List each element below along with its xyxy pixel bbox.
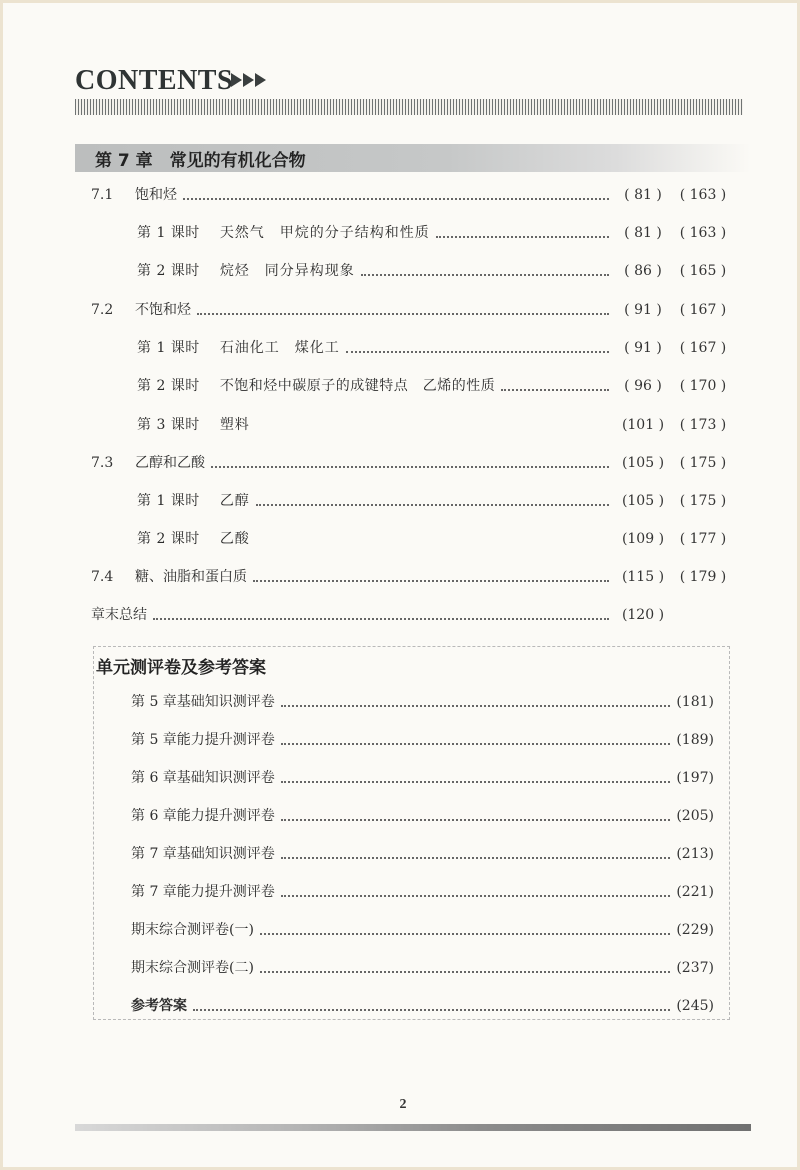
chapter-banner [75,144,751,172]
page-ref: (213) [676,846,714,862]
test-title: 第 7 章能力提升测评卷 [131,884,275,900]
page-ref-answer: ( 179 ) [679,569,727,585]
page-ref-answer: ( 163 ) [679,225,727,241]
dot-leader [197,313,609,315]
page-ref-answer: ( 175 ) [679,493,727,509]
dot-leader [346,351,609,353]
page-ref-answer: ( 177 ) [679,531,727,547]
dot-leader [281,705,671,707]
page-ref: (245) [676,998,714,1014]
page-ref-text: ( 91 ) [624,340,662,356]
unit-test-item[interactable] [131,844,714,864]
test-title: 第 6 章能力提升测评卷 [131,808,275,824]
lesson-number: 第 2 课时 [137,263,200,279]
lesson-title: 塑料 [219,417,250,433]
dot-leader [281,895,671,897]
test-title: 期末综合测评卷(二) [131,960,254,976]
page-ref-answer: ( 173 ) [679,417,727,433]
dot-leader [436,236,609,238]
page-ref-text: ( 91 ) [624,302,662,318]
unit-test-item[interactable] [131,768,714,788]
contents-title: CONTENTS [75,65,234,96]
section-number: 7.4 [91,569,114,585]
unit-tests-title: 单元测评卷及参考答案 [96,658,266,678]
test-title: 第 6 章基础知识测评卷 [131,770,275,786]
unit-test-item[interactable] [131,882,714,902]
section-title: 糖、油脂和蛋白质 [135,569,247,585]
hatch-divider [75,99,743,115]
contents-header [75,65,743,121]
test-title: 第 5 章基础知识测评卷 [131,694,275,710]
dot-leader [211,466,609,468]
toc-lesson[interactable] [137,261,735,281]
page-ref-text: (109 ) [621,531,665,547]
test-title: 期末综合测评卷(一) [131,922,254,938]
page-ref: (197) [676,770,714,786]
page-ref-text: ( 81 ) [624,225,662,241]
toc-section-7-4[interactable] [91,567,735,587]
test-title: 第 7 章基础知识测评卷 [131,846,275,862]
test-title: 参考答案 [131,998,187,1014]
toc-lesson[interactable] [137,529,735,549]
page-ref-text: (105 ) [621,493,665,509]
unit-test-item[interactable] [131,996,714,1016]
lesson-number: 第 2 课时 [137,531,200,547]
lesson-number: 第 1 课时 [137,225,200,241]
dot-leader [153,618,609,620]
lesson-title: 烷烃 同分异构现象 [219,263,355,279]
dot-leader [260,933,670,935]
unit-tests-box [93,646,730,1020]
page-number: 2 [399,1097,407,1112]
dot-leader [256,504,609,506]
arrow-icon [231,73,242,87]
toc-lesson[interactable] [137,338,735,358]
chapter-title: 第 7 章 常见的有机化合物 [95,151,306,171]
dot-leader [501,389,609,391]
dot-leader [256,542,609,544]
page-ref: (181) [676,694,714,710]
page-ref-text: (101 ) [621,417,665,433]
unit-test-item[interactable] [131,806,714,826]
lesson-number: 第 2 课时 [137,378,200,394]
lesson-number: 第 1 课时 [137,340,200,356]
page-ref-answer: ( 175 ) [679,455,727,471]
section-title: 饱和烃 [135,187,177,203]
section-title: 乙醇和乙酸 [135,455,205,471]
lesson-number: 第 3 课时 [137,417,200,433]
section-title: 不饱和烃 [135,302,191,318]
lesson-title: 乙醇 [219,493,250,509]
footer-bar [75,1124,751,1131]
dot-leader [253,580,609,582]
summary-title: 章末总结 [91,607,147,623]
lesson-number: 第 1 课时 [137,493,200,509]
lesson-title: 不饱和烃中碳原子的成键特点 乙烯的性质 [219,378,496,394]
test-title: 第 5 章能力提升测评卷 [131,732,275,748]
toc-lesson[interactable] [137,223,735,243]
unit-test-item[interactable] [131,920,714,940]
lesson-title: 石油化工 煤化工 [219,340,340,356]
dot-leader [193,1009,670,1011]
unit-test-item[interactable] [131,730,714,750]
dot-leader [281,819,671,821]
page-ref-text: ( 81 ) [624,187,662,203]
page-ref: (189) [676,732,714,748]
page-ref-answer: ( 163 ) [679,187,727,203]
page-ref-text: (115 ) [621,569,665,585]
toc-section-7-3[interactable] [91,453,735,473]
section-number: 7.2 [91,302,114,318]
page-ref-text: (105 ) [621,455,665,471]
dot-leader [260,971,670,973]
page-ref: (237) [676,960,714,976]
arrow-icon [255,73,266,87]
dot-leader [256,428,609,430]
arrow-icon [243,73,254,87]
section-number: 7.3 [91,455,114,471]
unit-test-item[interactable] [131,958,714,978]
dot-leader [281,857,671,859]
page-ref-text: ( 86 ) [624,263,662,279]
dot-leader [183,198,609,200]
page-ref-answer: ( 167 ) [679,340,727,356]
dot-leader [281,743,671,745]
lesson-title: 天然气 甲烷的分子结构和性质 [219,225,430,241]
page-ref-answer: ( 167 ) [679,302,727,318]
triple-arrow-icon [231,73,266,87]
dot-leader [281,781,671,783]
toc-lesson[interactable] [137,415,735,435]
page-ref-answer: ( 170 ) [679,378,727,394]
lesson-title: 乙酸 [219,531,250,547]
page-ref: (229) [676,922,714,938]
page-ref-text: (120 ) [621,607,665,623]
page-ref: (205) [676,808,714,824]
dot-leader [361,274,609,276]
toc-chapter-summary[interactable] [91,605,671,625]
toc-section-7-2[interactable] [91,300,735,320]
unit-test-item[interactable] [131,692,714,712]
page-ref-answer: ( 165 ) [679,263,727,279]
toc-lesson[interactable] [137,376,735,396]
toc-section-7-1[interactable] [91,185,735,205]
page-ref-text: ( 96 ) [624,378,662,394]
section-number: 7.1 [91,187,114,203]
page-ref: (221) [676,884,714,900]
toc-lesson[interactable] [137,491,735,511]
